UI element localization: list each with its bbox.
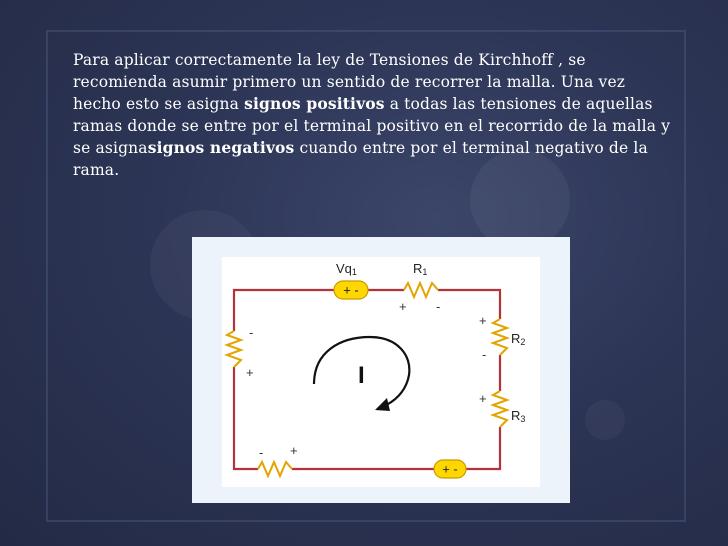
sign-r1-minus: - [436,299,441,314]
sign-r2-plus: + [479,313,487,328]
current-arrowhead-icon [375,398,390,411]
label-r1: R1 [413,261,428,277]
resistor-r2 [493,319,507,355]
resistor-left [227,331,241,367]
label-r2: R2 [511,331,526,347]
resistor-bottom [258,462,292,476]
circuit-figure [192,237,570,503]
label-vq1: Vq1 [336,261,357,277]
sign-r2-minus: - [482,347,487,362]
paragraph-part-1: Para aplicar correctamente la ley de Tensiones de Kirchhoff , se recomienda asumir primero un sentido de recorrer la malla. Una vez hecho esto se asigna [73,51,626,113]
kirchhoff-paragraph [73,50,673,181]
bold-positive-signs: signos positivos [244,94,385,113]
sign-r1-plus: + [399,299,407,314]
source-top-symbol: + - [343,282,359,298]
sign-left-plus: + [246,365,254,380]
circuit-canvas [222,257,540,487]
resistor-r1 [404,283,438,297]
label-r3: R3 [511,408,526,424]
source-bottom-symbol: + - [442,461,458,477]
sign-bottom-plus: + [290,443,298,458]
resistor-r3 [493,391,507,427]
sign-left-minus: - [249,325,254,340]
wire-top-right [438,290,500,319]
bg-circle-small [585,400,625,440]
wire-right-bottom [466,427,500,469]
paragraph-part-2: a todas las tensiones de aquellas ramas donde se entre por el terminal positivo en el recorrido de la malla y se asigna [73,95,671,157]
current-label-i: I [358,362,365,389]
wire-bottom-left [234,367,258,469]
loop-wires [234,290,500,469]
circuit-diagram [222,257,540,487]
sign-bottom-minus: - [259,445,264,460]
bold-negative-signs: signos negativos [147,138,295,157]
paragraph-part-3: cuando entre por el terminal negativo de la rama. [73,139,648,179]
sign-r3-plus: + [479,391,487,406]
